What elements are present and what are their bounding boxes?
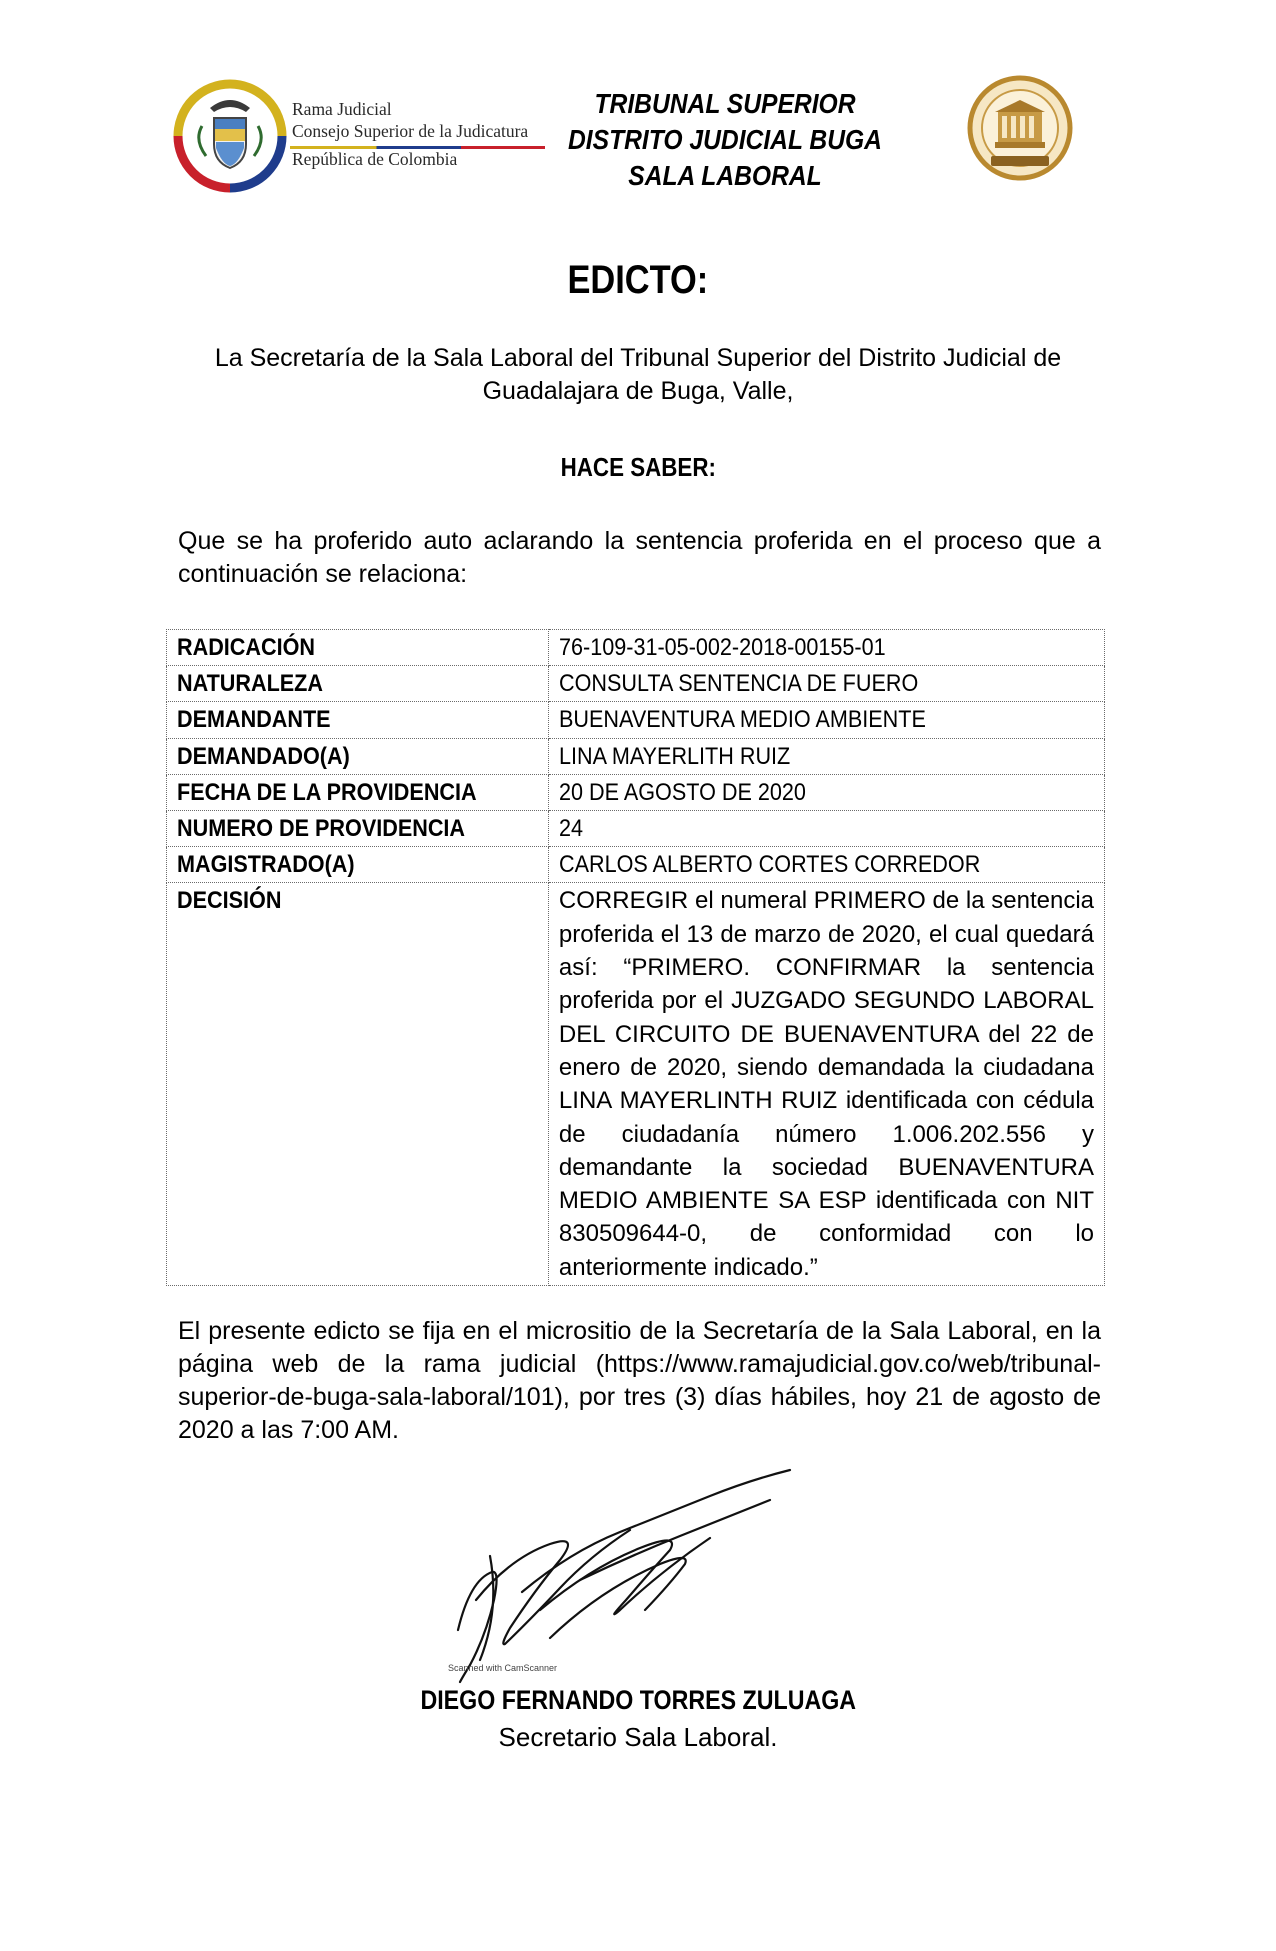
row-label [167, 630, 549, 666]
decision-text: CORREGIR el numeral PRIMERO de la sentencia proferida el 13 de marzo de 2020, el cual quedará así: “PRIMERO. CONFIRMAR la sentencia proferida por el JUZGADO SEGUNDO LABORAL DEL CIRCUITO DE BUENAVENTURA del 22 de enero de 2020, siendo demandada la ciudadana LINA MAYERLINTH RUIZ identificada con cédula de ciudadanía número 1.006.202.556 y demandante la sociedad BUENAVENTURA MEDIO AMBIENTE SA ESP identificada con NIT 830509644-0, de conformidad con lo anteriormente indicado.” [558, 887, 1094, 1281]
decision-label-text: DECISIÓN [177, 887, 282, 915]
letterhead [0, 0, 1276, 220]
hace-saber-text: HACE SABER: [560, 452, 716, 482]
rama-line-1: Rama Judicial [292, 99, 392, 119]
row-value [548, 738, 1104, 774]
row-value-text: LINA MAYERLITH RUIZ [558, 742, 791, 770]
signer-name-text: DIEGO FERNANDO TORRES ZULUAGA [420, 1685, 856, 1715]
decision-value [548, 883, 1104, 1286]
tribunal-line-1: TRIBUNAL SUPERIOR [594, 88, 856, 119]
intro-paragraph: La Secretaría de la Sala Laboral del Tribunal Superior del Distrito Judicial de Guadalajara de Buga, Valle, [214, 344, 1062, 405]
row-label-text: NATURALEZA [177, 670, 323, 698]
row-label [167, 702, 549, 738]
tribunal-line-3: SALA LABORAL [628, 160, 822, 191]
row-value-text: CONSULTA SENTENCIA DE FUERO [558, 670, 919, 698]
row-label-text: DEMANDANTE [177, 706, 331, 734]
lead-paragraph: Que se ha proferido auto aclarando la sentencia proferida en el proceso que a continuación se relaciona: [178, 527, 1101, 588]
hace-saber-heading [0, 452, 1276, 483]
row-value-text: 24 [558, 815, 583, 843]
table-row [167, 630, 1105, 666]
row-label [167, 847, 549, 883]
row-value-text: 20 DE AGOSTO DE 2020 [558, 778, 806, 806]
row-label [167, 738, 549, 774]
document-title [0, 258, 1276, 303]
tribunal-heading [540, 86, 910, 194]
row-value-text: 76-109-31-05-002-2018-00155-01 [558, 634, 886, 661]
table-row [167, 774, 1105, 810]
row-value [548, 666, 1104, 702]
row-label-text: MAGISTRADO(A) [177, 851, 355, 879]
row-label [167, 811, 549, 847]
tricolor-rule [290, 146, 545, 149]
rama-line-3: República de Colombia [292, 149, 458, 169]
camscanner-watermark: Scanned with CamScanner [448, 1663, 558, 1673]
table-row [167, 738, 1105, 774]
row-label-text: NUMERO DE PROVIDENCIA [177, 815, 466, 843]
closing-paragraph: El presente edicto se fija en el micrositio de la Secretaría de la Sala Laboral, en la página web de la rama judicial (https://www.ramajudicial.gov.co/web/tribunal-superior-de-buga-sala-laboral/101), por tres (3) días hábiles, hoy 21 de agosto de 2020 a las 7:00 AM. [178, 1317, 1101, 1444]
decision-label [167, 883, 549, 1286]
tribunal-line-2: DISTRITO JUDICIAL BUGA [568, 124, 882, 155]
row-label-text: RADICACIÓN [177, 634, 315, 661]
row-value-text: BUENAVENTURA MEDIO AMBIENTE [558, 706, 926, 734]
table-row [167, 847, 1105, 883]
row-value [548, 811, 1104, 847]
row-label-text: DEMANDADO(A) [177, 742, 350, 770]
row-value-text: CARLOS ALBERTO CORTES CORREDOR [558, 851, 981, 879]
tribunal-seal-icon [965, 72, 1075, 184]
row-label-text: FECHA DE LA PROVIDENCIA [177, 778, 477, 806]
row-label [167, 666, 549, 702]
row-value [548, 630, 1104, 666]
signer-role: Secretario Sala Laboral. [498, 1722, 778, 1752]
table-row [167, 666, 1105, 702]
table-row [167, 702, 1105, 738]
signer-name [0, 1685, 1276, 1716]
case-details-table [166, 629, 1105, 1286]
table-row [167, 811, 1105, 847]
row-value [548, 847, 1104, 883]
row-value [548, 774, 1104, 810]
row-value [548, 702, 1104, 738]
rama-line-2: Consejo Superior de la Judicatura [292, 121, 529, 141]
row-label [167, 774, 549, 810]
table-row-decision [167, 883, 1105, 1286]
handwritten-signature [430, 1460, 830, 1685]
title-text: EDICTO: [567, 258, 709, 302]
rama-judicial-text [292, 98, 528, 170]
